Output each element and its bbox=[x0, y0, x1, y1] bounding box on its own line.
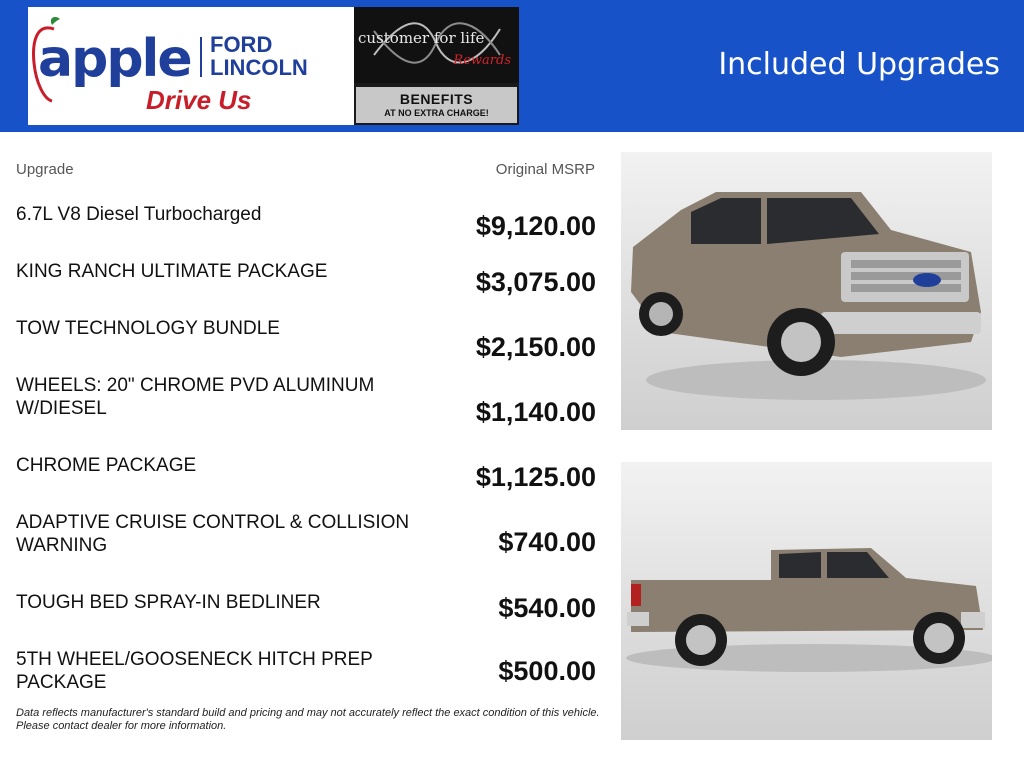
upgrade-name: WHEELS: 20" CHROME PVD ALUMINUM W/DIESEL bbox=[16, 375, 375, 419]
upgrade-name: ADAPTIVE CRUISE CONTROL & COLLISION WARNING bbox=[16, 512, 410, 556]
lincoln-text: LINCOLN bbox=[210, 55, 308, 80]
no-extra-charge-text: AT NO EXTRA CHARGE! bbox=[384, 108, 489, 118]
upgrade-row bbox=[16, 260, 596, 320]
truck-photo-front bbox=[621, 152, 992, 430]
logo-divider bbox=[200, 37, 202, 77]
disclaimer-text: Data reflects manufacturer's standard build and pricing and may not accurately reflect the exact condition of this vehicle. Please contact dealer for more information. bbox=[16, 707, 600, 732]
apple-wordmark: apple bbox=[38, 29, 191, 89]
upgrade-row bbox=[16, 648, 596, 708]
upgrade-price: $2,150.00 bbox=[475, 332, 596, 362]
upgrade-row bbox=[16, 374, 596, 434]
upgrade-row bbox=[16, 317, 596, 377]
upgrade-price: $1,125.00 bbox=[475, 462, 596, 492]
upgrade-row bbox=[16, 203, 596, 263]
truck-photo-side bbox=[621, 462, 992, 740]
upgrade-name: CHROME PACKAGE bbox=[16, 455, 197, 476]
column-header-upgrade: Upgrade bbox=[16, 161, 74, 178]
upgrade-price: $9,120.00 bbox=[475, 211, 596, 241]
truck-front-image bbox=[621, 152, 992, 430]
upgrade-row bbox=[16, 454, 596, 514]
truck-side-image bbox=[621, 462, 992, 740]
upgrade-row bbox=[16, 591, 596, 651]
upgrade-name: 6.7L V8 Diesel Turbocharged bbox=[16, 204, 262, 225]
upgrade-price: $3,075.00 bbox=[475, 267, 596, 297]
ford-lincoln-wordmark bbox=[210, 33, 308, 79]
benefits-text: BENEFITS bbox=[399, 91, 474, 107]
dealer-logo bbox=[28, 7, 354, 125]
rewards-program-name: customer for life bbox=[358, 29, 485, 47]
benefits-banner bbox=[356, 87, 517, 123]
upgrade-price: $500.00 bbox=[498, 656, 596, 686]
header-banner bbox=[0, 0, 1024, 132]
upgrade-name: TOUGH BED SPRAY-IN BEDLINER bbox=[16, 592, 321, 613]
upgrade-price: $540.00 bbox=[498, 593, 596, 623]
upgrade-price: $1,140.00 bbox=[475, 397, 596, 427]
rewards-script: Rewards bbox=[453, 53, 511, 68]
upgrade-name: 5TH WHEEL/GOOSENECK HITCH PREP PACKAGE bbox=[16, 649, 373, 693]
rewards-logo bbox=[354, 7, 519, 125]
upgrade-name: TOW TECHNOLOGY BUNDLE bbox=[16, 318, 280, 339]
ford-text: FORD bbox=[210, 32, 273, 57]
upgrade-name: KING RANCH ULTIMATE PACKAGE bbox=[16, 261, 328, 282]
column-header-msrp: Original MSRP bbox=[495, 161, 595, 178]
upgrade-row bbox=[16, 511, 596, 571]
upgrade-price: $740.00 bbox=[498, 527, 596, 557]
dealer-tagline: Drive Us bbox=[146, 85, 252, 115]
page-title: Included Upgrades bbox=[718, 47, 1000, 82]
rewards-logo-top bbox=[354, 7, 519, 83]
